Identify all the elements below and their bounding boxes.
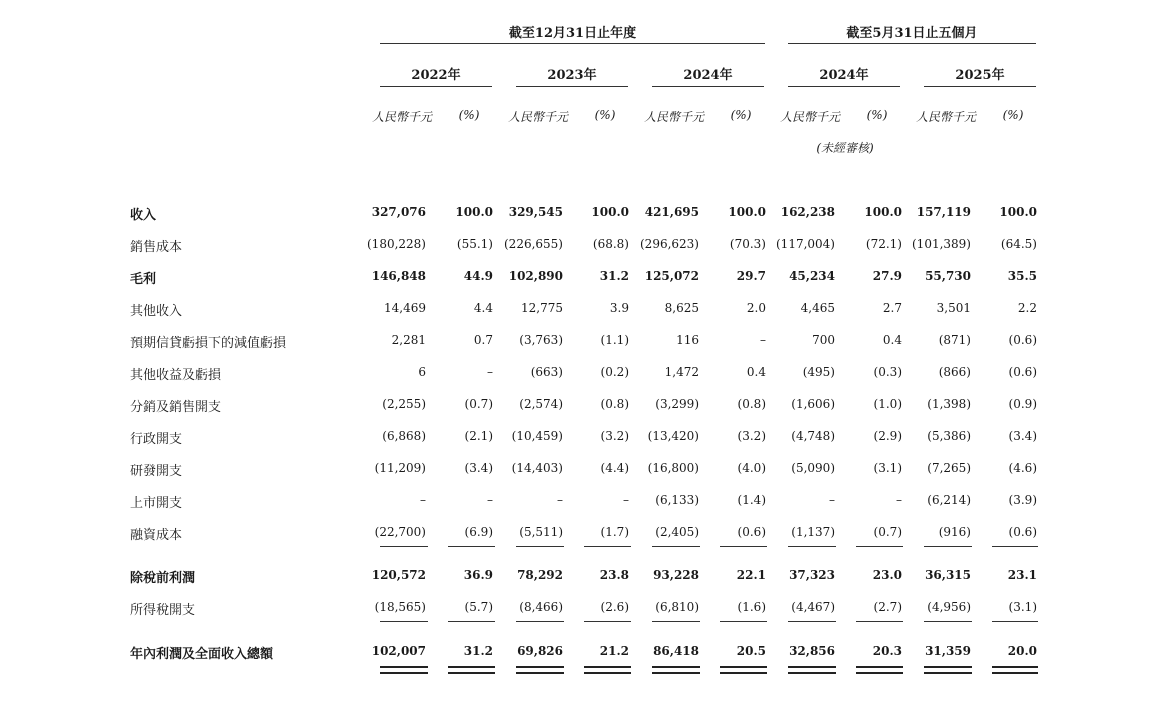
cell-amount: 3,501: [936, 301, 971, 315]
cell-amount: (866): [938, 365, 971, 379]
cell-percent: (2.7): [873, 600, 902, 614]
cell-amount: (117,004): [776, 237, 835, 251]
cell-amount: (1,137): [791, 525, 835, 539]
cell-percent: (55.1): [456, 237, 493, 251]
year-rule: [380, 86, 492, 87]
row-label: 毛利: [130, 272, 157, 287]
row-label: 收入: [130, 208, 157, 223]
subtotal-underline: [380, 621, 428, 622]
cell-percent: 100.0: [591, 205, 629, 219]
cell-amount: (6,214): [927, 493, 971, 507]
cell-amount: 14,469: [384, 301, 426, 315]
cell-percent: 20.3: [872, 644, 902, 658]
cell-percent: (1.4): [737, 493, 766, 507]
total-double-underline: [652, 666, 700, 668]
row-label: 年內利潤及全面收入總額: [130, 647, 274, 662]
cell-amount: 31,359: [925, 644, 971, 658]
cell-amount: (663): [530, 365, 563, 379]
total-double-underline: [652, 672, 700, 674]
cell-amount: 329,545: [508, 205, 563, 219]
unit-pct-header: (%): [458, 108, 480, 122]
subtotal-underline: [720, 621, 767, 622]
cell-percent: 100.0: [728, 205, 766, 219]
cell-percent: (1.6): [737, 600, 766, 614]
subtotal-underline: [788, 546, 836, 547]
cell-percent: 31.2: [463, 644, 493, 658]
row-label: 所得稅開支: [130, 603, 196, 618]
subtotal-underline: [924, 621, 972, 622]
year-rule: [516, 86, 628, 87]
cell-amount: –: [829, 493, 835, 507]
cell-percent: (4.0): [737, 461, 766, 475]
total-double-underline: [584, 672, 631, 674]
cell-percent: (72.1): [865, 237, 902, 251]
unit-pct-header: (%): [1002, 108, 1024, 122]
subtotal-underline: [856, 546, 903, 547]
row-label: 融資成本: [130, 528, 183, 543]
row-label: 分銷及銷售開支: [130, 400, 222, 415]
cell-percent: 4.4: [473, 301, 493, 315]
cell-percent: 2.7: [882, 301, 902, 315]
cell-percent: 20.5: [736, 644, 766, 658]
total-double-underline: [380, 666, 428, 668]
cell-amount: 36,315: [925, 568, 971, 582]
cell-percent: 44.9: [463, 269, 493, 283]
group-title-five-months: 截至5月31日止五個月: [846, 26, 978, 41]
cell-amount: (6,810): [655, 600, 699, 614]
subtotal-underline: [448, 546, 495, 547]
cell-amount: (16,800): [647, 461, 699, 475]
total-double-underline: [856, 672, 903, 674]
cell-percent: (3.2): [600, 429, 629, 443]
cell-amount: 69,826: [517, 644, 563, 658]
cell-percent: 2.2: [1017, 301, 1037, 315]
row-label: 行政開支: [130, 432, 183, 447]
total-double-underline: [448, 666, 495, 668]
subtotal-underline: [516, 621, 564, 622]
cell-percent: (70.3): [729, 237, 766, 251]
year-header: 2025年: [955, 68, 1005, 83]
year-header: 2022年: [411, 68, 461, 83]
row-label: 上市開支: [130, 496, 183, 511]
cell-amount: 327,076: [371, 205, 426, 219]
cell-amount: 55,730: [925, 269, 971, 283]
cell-percent: –: [896, 493, 902, 507]
subtotal-underline: [992, 546, 1038, 547]
cell-percent: (0.2): [600, 365, 629, 379]
unit-rmb-header: 人民幣千元: [779, 110, 840, 124]
cell-amount: (101,389): [912, 237, 971, 251]
cell-percent: (1.0): [873, 397, 902, 411]
cell-percent: (0.8): [737, 397, 766, 411]
year-rule: [924, 86, 1036, 87]
cell-amount: (2,574): [519, 397, 563, 411]
row-label: 除稅前利潤: [130, 571, 196, 586]
cell-percent: (6.9): [464, 525, 493, 539]
cell-percent: 0.7: [473, 333, 493, 347]
subtotal-underline: [584, 546, 631, 547]
subtotal-underline: [856, 621, 903, 622]
cell-percent: 23.8: [599, 568, 629, 582]
total-double-underline: [992, 672, 1038, 674]
cell-percent: 100.0: [455, 205, 493, 219]
subtotal-underline: [584, 621, 631, 622]
subtotal-underline: [992, 621, 1038, 622]
cell-amount: 1,472: [664, 365, 699, 379]
cell-percent: (1.7): [600, 525, 629, 539]
year-header: 2024年: [819, 68, 869, 83]
row-label: 其他收益及虧損: [130, 368, 222, 383]
cell-amount: 45,234: [789, 269, 835, 283]
cell-percent: –: [623, 493, 629, 507]
group-title-full-year: 截至12月31日止年度: [508, 26, 637, 41]
cell-percent: (0.6): [1008, 365, 1037, 379]
subtotal-underline: [380, 546, 428, 547]
cell-amount: (18,565): [374, 600, 426, 614]
cell-percent: (2.6): [600, 600, 629, 614]
cell-amount: 162,238: [780, 205, 835, 219]
cell-amount: (6,133): [655, 493, 699, 507]
cell-percent: 0.4: [882, 333, 902, 347]
cell-percent: (0.6): [737, 525, 766, 539]
unit-rmb-header: 人民幣千元: [643, 110, 704, 124]
cell-amount: (871): [938, 333, 971, 347]
cell-percent: (64.5): [1000, 237, 1037, 251]
cell-amount: (5,090): [791, 461, 835, 475]
cell-percent: (0.8): [600, 397, 629, 411]
cell-percent: –: [487, 365, 493, 379]
cell-percent: (5.7): [464, 600, 493, 614]
cell-percent: (68.8): [592, 237, 629, 251]
cell-amount: 120,572: [371, 568, 426, 582]
cell-percent: (4.4): [600, 461, 629, 475]
subtotal-underline: [652, 546, 700, 547]
cell-percent: (3.1): [873, 461, 902, 475]
cell-amount: 86,418: [653, 644, 699, 658]
total-double-underline: [584, 666, 631, 668]
cell-amount: (180,228): [367, 237, 426, 251]
subtotal-underline: [720, 546, 767, 547]
cell-percent: –: [487, 493, 493, 507]
cell-percent: 21.2: [599, 644, 629, 658]
cell-percent: (3.4): [1008, 429, 1037, 443]
cell-amount: (13,420): [647, 429, 699, 443]
cell-percent: (0.3): [873, 365, 902, 379]
total-double-underline: [924, 666, 972, 668]
cell-percent: (3.4): [464, 461, 493, 475]
cell-amount: (916): [938, 525, 971, 539]
total-double-underline: [448, 672, 495, 674]
unit-rmb-header: 人民幣千元: [507, 110, 568, 124]
unit-rmb-header: 人民幣千元: [915, 110, 976, 124]
year-rule: [788, 86, 900, 87]
cell-amount: (22,700): [374, 525, 426, 539]
cell-percent: (3.2): [737, 429, 766, 443]
cell-amount: (1,606): [791, 397, 835, 411]
cell-percent: 22.1: [736, 568, 766, 582]
cell-amount: (14,403): [511, 461, 563, 475]
cell-amount: 2,281: [391, 333, 426, 347]
unit-rmb-header: 人民幣千元: [371, 110, 432, 124]
unit-pct-header: (%): [594, 108, 616, 122]
cell-amount: 116: [676, 333, 699, 347]
unaudited-note: (未經審核): [816, 141, 874, 155]
cell-percent: (0.7): [873, 525, 902, 539]
subtotal-underline: [652, 621, 700, 622]
cell-amount: 102,890: [508, 269, 563, 283]
cell-amount: (296,623): [640, 237, 699, 251]
cell-amount: 93,228: [653, 568, 699, 582]
cell-amount: (3,763): [519, 333, 563, 347]
total-double-underline: [856, 666, 903, 668]
row-label: 銷售成本: [130, 240, 183, 255]
cell-percent: 0.4: [746, 365, 766, 379]
cell-percent: (4.6): [1008, 461, 1037, 475]
total-double-underline: [992, 666, 1038, 668]
row-label: 其他收入: [130, 304, 183, 319]
cell-amount: (5,386): [927, 429, 971, 443]
year-header: 2024年: [683, 68, 733, 83]
cell-amount: (2,405): [655, 525, 699, 539]
cell-percent: –: [760, 333, 766, 347]
cell-percent: (0.7): [464, 397, 493, 411]
row-label: 預期信貸虧損下的減值虧損: [130, 336, 287, 351]
subtotal-underline: [924, 546, 972, 547]
group-rule-full-year: [380, 43, 765, 44]
cell-amount: 37,323: [789, 568, 835, 582]
cell-amount: (7,265): [927, 461, 971, 475]
cell-amount: 78,292: [517, 568, 563, 582]
total-double-underline: [516, 666, 564, 668]
subtotal-underline: [448, 621, 495, 622]
cell-percent: 29.7: [736, 269, 766, 283]
total-double-underline: [516, 672, 564, 674]
cell-amount: 12,775: [521, 301, 563, 315]
unit-pct-header: (%): [866, 108, 888, 122]
cell-amount: (226,655): [504, 237, 563, 251]
cell-amount: (8,466): [519, 600, 563, 614]
cell-percent: (0.6): [1008, 333, 1037, 347]
cell-amount: (4,956): [927, 600, 971, 614]
cell-percent: 100.0: [864, 205, 902, 219]
cell-amount: (4,748): [791, 429, 835, 443]
total-double-underline: [720, 666, 767, 668]
subtotal-underline: [788, 621, 836, 622]
cell-percent: 23.0: [872, 568, 902, 582]
cell-amount: 146,848: [371, 269, 426, 283]
cell-amount: 157,119: [916, 205, 971, 219]
cell-amount: (11,209): [374, 461, 426, 475]
cell-amount: 700: [812, 333, 835, 347]
cell-percent: (2.9): [873, 429, 902, 443]
year-rule: [652, 86, 764, 87]
cell-amount: (495): [802, 365, 835, 379]
cell-amount: –: [420, 493, 426, 507]
cell-percent: (3.1): [1008, 600, 1037, 614]
cell-amount: 8,625: [664, 301, 699, 315]
cell-percent: 2.0: [746, 301, 766, 315]
cell-amount: –: [557, 493, 563, 507]
cell-amount: 102,007: [371, 644, 426, 658]
cell-amount: 6: [418, 365, 426, 379]
cell-percent: (1.1): [600, 333, 629, 347]
total-double-underline: [788, 666, 836, 668]
year-header: 2023年: [547, 68, 597, 83]
cell-amount: 4,465: [800, 301, 835, 315]
cell-percent: (0.6): [1008, 525, 1037, 539]
total-double-underline: [720, 672, 767, 674]
cell-amount: (10,459): [511, 429, 563, 443]
cell-amount: (1,398): [927, 397, 971, 411]
cell-percent: 36.9: [463, 568, 493, 582]
group-rule-five-months: [788, 43, 1036, 44]
cell-percent: 31.2: [599, 269, 629, 283]
total-double-underline: [788, 672, 836, 674]
cell-amount: 125,072: [644, 269, 699, 283]
subtotal-underline: [516, 546, 564, 547]
cell-amount: 421,695: [644, 205, 699, 219]
total-double-underline: [924, 672, 972, 674]
cell-amount: (2,255): [382, 397, 426, 411]
cell-amount: (3,299): [655, 397, 699, 411]
row-label: 研發開支: [130, 464, 183, 479]
cell-percent: (0.9): [1008, 397, 1037, 411]
total-double-underline: [380, 672, 428, 674]
cell-amount: (5,511): [519, 525, 563, 539]
cell-percent: 20.0: [1007, 644, 1037, 658]
cell-percent: (3.9): [1008, 493, 1037, 507]
cell-amount: (6,868): [382, 429, 426, 443]
cell-percent: 35.5: [1007, 269, 1037, 283]
unit-pct-header: (%): [730, 108, 752, 122]
cell-amount: 32,856: [789, 644, 835, 658]
cell-percent: 27.9: [872, 269, 902, 283]
cell-percent: (2.1): [464, 429, 493, 443]
cell-amount: (4,467): [791, 600, 835, 614]
cell-percent: 100.0: [999, 205, 1037, 219]
cell-percent: 23.1: [1007, 568, 1037, 582]
cell-percent: 3.9: [609, 301, 629, 315]
